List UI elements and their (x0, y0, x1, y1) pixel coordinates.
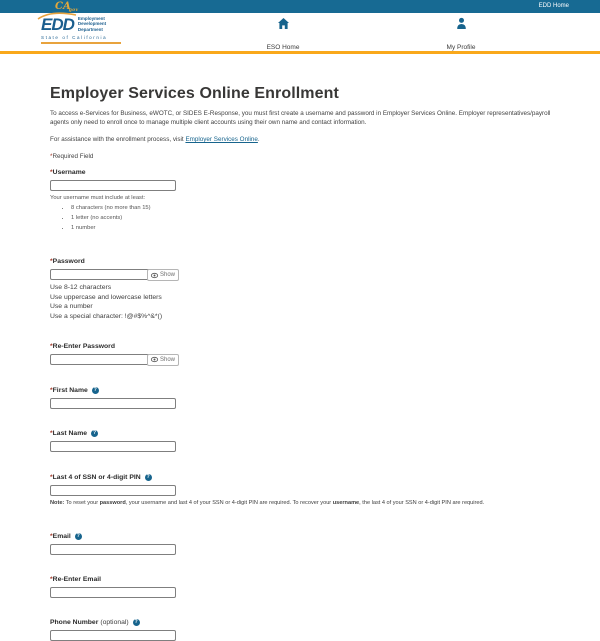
password-group (50, 258, 555, 321)
username-requirements (71, 205, 555, 231)
help-icon[interactable]: ? (146, 473, 150, 480)
help-icon[interactable]: ? (76, 532, 80, 539)
last-name-input[interactable] (50, 441, 176, 452)
last-name-label: * Last Name ? (50, 429, 97, 437)
username-req-item: • 1 number (71, 225, 555, 231)
help-icon[interactable]: ? (93, 429, 97, 436)
edd-logo[interactable] (41, 15, 121, 44)
edd-wordmark: EDD (41, 15, 74, 34)
employer-services-online-link[interactable]: Employer Services Online (185, 136, 258, 144)
password-label: * Password (50, 258, 85, 266)
username-req-item: • 1 letter (no accents) (71, 215, 555, 221)
ssn-pin-note: Note: To reset your password, your username and last 4 of your SSN or 4-digit PIN are required. To recover your username, the last 4 of your SSN or 4-digit PIN are required. (50, 499, 485, 506)
reenter-password-label: * Re-Enter Password (50, 342, 115, 350)
eye-icon (151, 357, 158, 362)
nav-eso-home[interactable] (248, 17, 318, 54)
reenter-email-group (50, 576, 555, 598)
password-hints: Use 8-12 characters Use uppercase and lowercase letters Use a number Use a special character: !@#$%^&*() (50, 284, 163, 320)
first-name-input[interactable] (50, 398, 176, 409)
state-of-california-text: State of California (41, 35, 121, 44)
edd-department-text: Employment Development Department (77, 15, 107, 32)
reenter-email-label: * Re-Enter Email (50, 575, 102, 583)
username-label: * Username (50, 169, 86, 177)
ca-gov-logo[interactable]: $CA_{gov}$ (55, 1, 79, 13)
nav-my-profile[interactable] (426, 17, 496, 54)
assistance-line: For assistance with the enrollment process, visit Employer Services Online. (50, 136, 260, 144)
first-name-label: * First Name ? (50, 386, 97, 394)
page-title: Employer Services Online Enrollment (50, 85, 339, 102)
state-topbar (0, 0, 600, 13)
reenter-password-show-button[interactable]: Show (147, 354, 179, 366)
reenter-email-input[interactable] (50, 587, 176, 598)
phone-group (50, 619, 555, 641)
email-group (50, 533, 555, 555)
help-icon[interactable]: ? (134, 618, 138, 625)
phone-label: Phone Number (optional) ? (50, 618, 138, 626)
help-icon[interactable]: ? (93, 386, 97, 393)
email-input[interactable] (50, 544, 176, 555)
nav-eso-home-label: ESO Home (266, 44, 300, 51)
home-icon (248, 17, 318, 30)
ssn-pin-label: * Last 4 of SSN or 4-digit PIN ? (50, 473, 150, 481)
enrollment-form (0, 54, 600, 641)
password-show-button[interactable]: Show (147, 269, 179, 281)
username-hint: Your username must include at least: (50, 195, 146, 202)
username-req-item: • 8 characters (no more than 15) (71, 205, 555, 211)
nav-my-profile-label: My Profile (446, 44, 476, 51)
last-name-group (50, 430, 555, 452)
first-name-group (50, 387, 555, 409)
eye-icon (151, 273, 158, 278)
ssn-pin-group (50, 474, 555, 506)
required-field-note: *Required Field (50, 153, 94, 161)
swoosh-icon (37, 12, 77, 20)
phone-input[interactable] (50, 630, 176, 641)
email-label: * Email ? (50, 532, 80, 540)
intro-paragraph: To access e-Services for Business, eWOTC, or SIDES E-Response, you must first create a username and password in Employer Services Online. Employer representatives/payroll agents only need to enroll once to manage multiple client accounts using their own name and contact information. (50, 110, 551, 126)
username-input[interactable] (50, 180, 176, 191)
reenter-password-group (50, 343, 555, 365)
ssn-pin-input[interactable] (50, 485, 176, 496)
person-icon (426, 17, 496, 30)
username-group (50, 169, 555, 231)
site-header (0, 13, 600, 51)
edd-home-link[interactable]: EDD Home (538, 3, 569, 9)
